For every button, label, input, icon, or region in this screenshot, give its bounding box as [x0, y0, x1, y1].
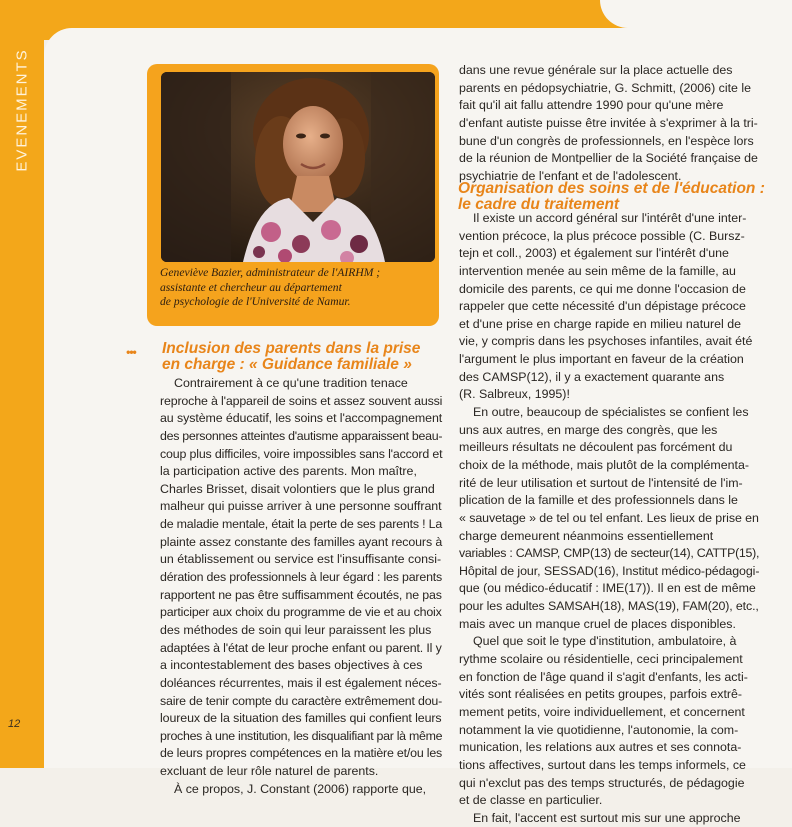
text-line: l'argument le plus important en faveur de la création [459, 352, 744, 367]
text-line: Charles Brisset, disait volontiers que le plus grand [160, 481, 435, 496]
right-column-intro [459, 62, 759, 185]
text-line: meilleurs résultats ne découlent pas forcément du [459, 440, 733, 455]
text-line: plication de la famille et des professionnels dans le [459, 493, 738, 508]
text-line: Contrairement à ce qu'une tradition tenace [174, 376, 408, 390]
text-line: notamment la vie quotidienne, l'autonomie, la com- [459, 722, 739, 737]
photo-caption [160, 266, 432, 310]
text-line: mement petits, voire individuellement, et concernent [459, 704, 745, 719]
heading-organisation [458, 180, 765, 213]
text-line: psychiatrie de l'enfant et de l'adolescent. [459, 168, 682, 183]
text-line: rapportent ne pas être suffisamment écoutés, ne pas [160, 587, 442, 602]
text-line: À ce propos, J. Constant (2006) rapporte que, [174, 781, 427, 796]
text-line: vention précoce, la plus précoce possible (C. Bursz- [459, 228, 745, 243]
text-line: vités sont réalisées en petits groupes, parfois extrê- [459, 687, 743, 702]
text-line: de leurs propres compétences en la matière et/ou les [160, 746, 443, 761]
left-column-body [160, 375, 442, 798]
text-line: et de classe en particulier. [459, 793, 603, 808]
text-line: munication, les relations aux autres et ses connota- [459, 740, 742, 755]
text-line: tejn et coll., 2003) et également sur l'intérêt d'une [459, 246, 729, 261]
heading-line: Organisation des soins et de l'éducation : [458, 180, 765, 197]
text-line: qui n'exclut pas des temps structurés, de pédagogie [459, 775, 745, 790]
text-line: participer aux choix du programme de vie et au choix [160, 605, 442, 620]
text-line: parents en pédopsychiatrie, G. Schmitt, (2006) cite le [459, 80, 752, 95]
text-line: coup plus difficiles, voire impossibles sans l'accord et [160, 446, 443, 461]
heading-line: en charge : « Guidance familiale » [162, 356, 412, 373]
caption-line: Geneviève Bazier, administrateur de l'AIRHM ; [160, 266, 381, 279]
text-line: bune d'un congrès de professionnels, en l'espèce lors [459, 133, 754, 148]
portrait-photo [161, 72, 435, 262]
heading-line: le cadre du traitement [458, 196, 620, 213]
text-line: Quel que soit le type d'institution, ambulatoire, à [473, 634, 737, 649]
text-line: intervention menée au sein même de la famille, au [459, 263, 736, 278]
portrait-illustration [161, 72, 435, 262]
text-line: « sauvetage » de tel ou tel enfant. Les lieux de prise en [459, 510, 759, 525]
heading-bullets-icon: ••• [126, 345, 136, 359]
text-line: rythme scolaire ou résidentielle, ceci principalement [459, 652, 743, 667]
text-line: adaptées à l'état de leur proche enfant ou parent. Il y [160, 640, 442, 655]
text-line: uns aux autres, en marge des congrès, que les [459, 422, 718, 437]
text-line: fait qu'il ait fallu attendre 1990 pour qu'une mère [459, 98, 724, 113]
text-line: Hôpital de jour, SESSAD(16), Institut médico-pédagogi- [459, 563, 760, 578]
text-line: doléances récurrentes, mais il est également néces- [160, 675, 442, 690]
text-line: loureux de la situation des familles qui confient leurs [160, 711, 442, 726]
text-line: malheur qui puisse arriver à une personne souffrant [160, 499, 442, 514]
section-label-text: EVENEMENTS [13, 48, 31, 172]
text-line: rappeler que cette nécessité d'un dépistage précoce [459, 299, 746, 314]
text-line: tions affectives, surtout dans les temps informels, ce [459, 757, 746, 772]
caption-line: assistante et chercheur au département [160, 280, 342, 294]
text-line: en fonction de l'âge quand il s'agit d'enfants, les acti- [459, 669, 748, 684]
section-label [2, 40, 42, 180]
text-line: d'enfant autiste puisse être invitée à s'exprimer à la tri- [459, 115, 758, 130]
page-number: 12 [8, 718, 21, 730]
text-line: des personnes atteintes d'autisme apparaissent beau- [160, 428, 443, 443]
text-line: au système éducatif, les soins et l'accompagnement [160, 411, 443, 426]
text-line: En outre, beaucoup de spécialistes se confient les [473, 405, 749, 420]
text-line: dans une revue générale sur la place actuelle des [459, 63, 733, 77]
caption-line: de psychologie de l'Université de Namur. [160, 295, 351, 308]
text-line: la participation active des parents. Mon maître, [160, 464, 417, 479]
text-line: vie, y compris dans les psychoses infantiles, avait été [459, 334, 753, 349]
text-line: de la réunion de Montpellier de la Société française de [459, 151, 758, 166]
text-line: un établissement ou service est l'insuffisante consi- [160, 552, 442, 567]
text-line: choix de la méthode, mais plutôt de la complémenta- [459, 457, 749, 472]
heading-line: Inclusion des parents dans la prise [162, 340, 421, 357]
text-line: excluant de leur rôle naturel de parents. [160, 764, 379, 779]
text-line: et d'une prise en charge rapide en milieu naturel de [459, 316, 742, 331]
top-right-panel-corner [600, 0, 792, 28]
text-line: variables : CAMSP, CMP(13) de secteur(14), CATTP(15), [459, 546, 760, 561]
text-line: des CAMSP(12), il y a exactement quarante ans [459, 369, 725, 384]
text-line: plainte assez constante des familles ayant recours à [160, 534, 443, 549]
text-line: charge demeurent néanmoins essentiellement [459, 528, 714, 543]
text-line: de maladie mentale, était la perte de ses parents ! La [160, 517, 443, 532]
text-line: que (ou médico-éducatif : IME(17)). Il en est de même [459, 581, 756, 596]
text-line: dération des professionnels à leur égard : les parents [160, 570, 443, 585]
text-line: a incontestablement des bases objectives à ces [160, 658, 423, 673]
text-line: pour les adultes SAMSAH(18), MAS(19), FAM(20), etc., [459, 599, 759, 614]
text-line: mais avec un manque cruel de places disponibles. [459, 616, 736, 631]
text-line: proches à une institution, les disqualifiant par là même [160, 728, 443, 743]
text-line: rité de leur utilisation et surtout de l'intensité de l'im- [459, 475, 743, 490]
text-line: (R. Salbreux, 1995)! [459, 387, 570, 402]
text-line: domicile des parents, ce qui me donne l'occasion de [459, 281, 746, 296]
right-column-body [459, 210, 759, 827]
text-line: Il existe un accord général sur l'intérêt d'une inter- [473, 211, 747, 225]
text-line: saire de tenir compte du caractère extrêmement dou- [160, 693, 443, 708]
text-line: des méthodes de soin qui leur paraissent les plus [160, 622, 432, 637]
text-line: En fait, l'accent est surtout mis sur une approche [473, 810, 741, 825]
text-line: reproche à l'appareil de soins et assez souvent aussi [160, 393, 443, 408]
